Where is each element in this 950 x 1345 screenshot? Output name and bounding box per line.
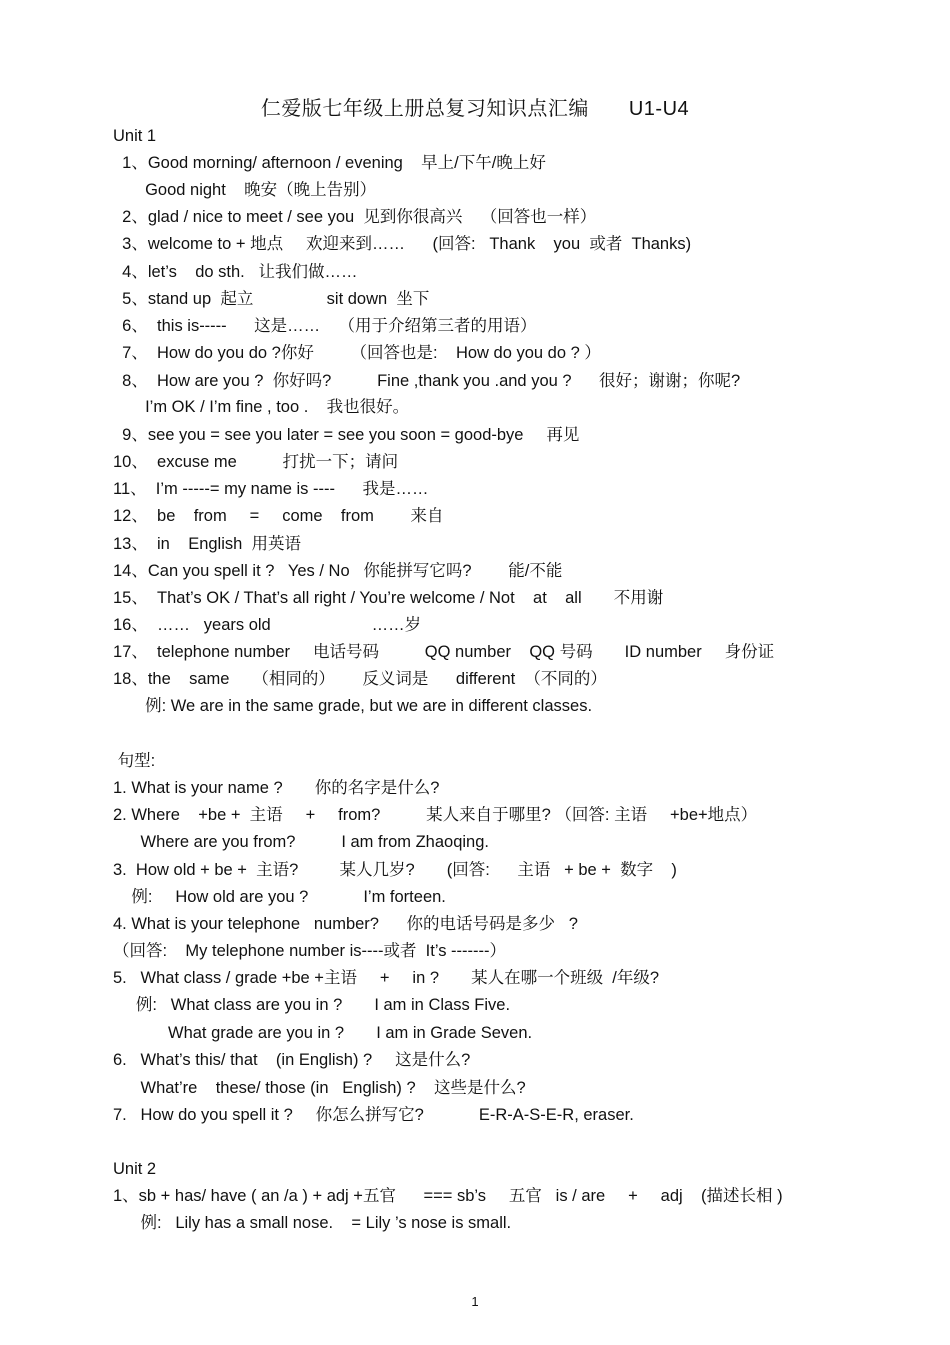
unit1-item-11: 11、 I’m -----= my name is ---- 我是…… <box>113 480 429 498</box>
pattern-4: 4. What is your telephone number? 你的电话号码是多少 ? <box>113 915 578 933</box>
unit1-item-9: 9、see you = see you later = see you soon = good-bye 再见 <box>113 426 580 444</box>
page-number: 1 <box>471 1294 479 1309</box>
pattern-5-example-1: 例: What class are you in ? I am in Class Five. <box>113 996 511 1014</box>
unit1-item-5: 5、stand up 起立 sit down 坐下 <box>113 290 430 308</box>
title-main: 仁爱版七年级上册总复习知识点汇编 <box>260 98 589 120</box>
pattern-2: 2. Where +be + 主语 + from? 某人来自于哪里? （回答: 主语 +be+地点） <box>113 806 758 824</box>
pattern-2-example: Where are you from? I am from Zhaoqing. <box>113 833 489 851</box>
sentence-patterns-heading: 句型: <box>113 752 156 770</box>
unit1-item-13: 13、 in English 用英语 <box>113 535 301 553</box>
unit2-heading: Unit 2 <box>113 1160 157 1178</box>
pattern-4-answer: （回答: My telephone number is----或者 It’s -------） <box>113 942 506 960</box>
unit2-item-1-example: 例: Lily has a small nose. = Lily ’s nose is small. <box>113 1214 512 1232</box>
pattern-3: 3. How old + be + 主语? 某人几岁? (回答: 主语 + be + 数字 ) <box>113 861 677 879</box>
unit1-item-8: 8、 How are you ? 你好吗? Fine ,thank you .and you ? 很好；谢谢；你呢? <box>113 372 741 390</box>
page-title <box>0 92 950 121</box>
pattern-7: 7. How do you spell it ? 你怎么拼写它? E-R-A-S-E-R, eraser. <box>113 1106 634 1124</box>
unit1-item-18: 18、the same （相同的） 反义词是 different （不同的） <box>113 670 607 688</box>
unit1-item-16: 16、 …… years old ……岁 <box>113 616 422 634</box>
unit1-item-7: 7、 How do you do ?你好 （回答也是: How do you do ? ） <box>113 344 601 362</box>
unit2-item-1: 1、sb + has/ have ( an /a ) + adj +五官 === sb’s 五官 is / are + adj (描述长相 ) <box>113 1187 783 1205</box>
pattern-3-example: 例: How old are you ? I’m forteen. <box>113 888 446 906</box>
pattern-6: 6. What’s this/ that (in English) ? 这是什么? <box>113 1051 471 1069</box>
unit1-item-4: 4、let’s do sth. 让我们做…… <box>113 263 358 281</box>
unit1-item-8b: I’m OK / I’m fine , too . 我也很好。 <box>113 398 410 416</box>
unit1-item-10: 10、 excuse me 打扰一下；请问 <box>113 453 399 471</box>
pattern-5-example-2: What grade are you in ? I am in Grade Seven. <box>113 1024 533 1042</box>
unit1-item-2: 2、glad / nice to meet / see you 见到你很高兴 （回答也一样） <box>113 208 597 226</box>
pattern-1: 1. What is your name ? 你的名字是什么? <box>113 779 440 797</box>
unit1-item-14: 14、Can you spell it ? Yes / No 你能拼写它吗? 能/不能 <box>113 562 563 580</box>
unit1-heading: Unit 1 <box>113 127 157 145</box>
unit1-item-1b: Good night 晚安（晚上告别） <box>113 181 377 199</box>
pattern-6b: What’re these/ those (in English) ? 这些是什么? <box>113 1079 526 1097</box>
unit1-item-6: 6、 this is----- 这是…… （用于介绍第三者的用语） <box>113 317 537 335</box>
unit1-item-1: 1、Good morning/ afternoon / evening 早上/下午/晚上好 <box>113 154 546 172</box>
unit1-item-12: 12、 be from = come from 来自 <box>113 507 444 525</box>
unit1-item-17: 17、 telephone number 电话号码 QQ number QQ 号码 ID number 身份证 <box>113 643 775 661</box>
unit1-item-18-example: 例: We are in the same grade, but we are in different classes. <box>113 697 593 715</box>
title-code: U1-U4 <box>628 98 690 120</box>
pattern-5: 5. What class / grade +be +主语 + in ? 某人在哪一个班级 /年级? <box>113 969 660 987</box>
unit1-item-3: 3、welcome to + 地点 欢迎来到…… (回答: Thank you 或者 Thanks) <box>113 235 692 253</box>
unit1-item-15: 15、 That’s OK / That’s all right / You’re welcome / Not at all 不用谢 <box>113 589 664 607</box>
